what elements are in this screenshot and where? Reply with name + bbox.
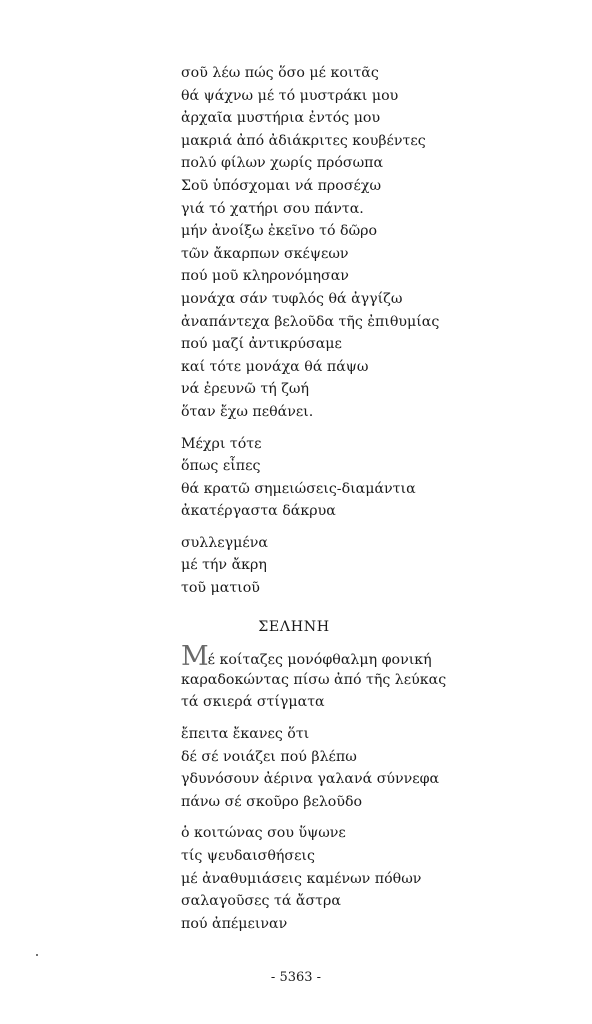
stanza: [181, 433, 561, 523]
verse-line: [181, 641, 561, 673]
verse-line: μονάχα σάν τυφλός θά ἀγγίζω: [181, 290, 403, 307]
verse-line: καραδοκώντας πίσω ἀπό τῆς λεύκας: [181, 671, 447, 688]
verse-line: μέ ἀναθυμιάσεις καμένων πόθων: [181, 870, 422, 887]
verse-line: τίς ψευδαισθήσεις: [181, 848, 315, 864]
verse-line: μακριά ἀπό ἀδιάκριτες κουβέντες: [181, 132, 426, 149]
verse-line: γιά τό χατήρι σου πάντα.: [181, 200, 364, 217]
verse-line: τῶν ἄκαρπων σκέψεων: [181, 245, 349, 262]
verse-line: Σοῦ ὑπόσχομαι νά προσέχω: [181, 177, 382, 194]
verse-line: θά ψάχνω μέ τό μυστράκι μου: [181, 87, 399, 104]
verse-line: ἀκατέργαστα δάκρυα: [181, 503, 336, 520]
verse-line: γδυνόσουν ἀέρινα γαλανά σύννεφα: [181, 771, 440, 788]
verse-line-rest: έ κοίταζες μονόφθαλμη φονική: [207, 652, 432, 669]
verse-line: ὅταν ἔχω πεθάνει.: [181, 403, 314, 420]
page-number: - 5363 -: [270, 970, 322, 985]
verse-line: θά κρατῶ σημειώσεις-διαμάντια: [181, 480, 416, 497]
stanza: [181, 62, 561, 424]
verse-line: ἀρχαῖα μυστήρια ἐντός μου: [181, 110, 381, 127]
verse-line: δέ σέ νοιάζει πού βλέπω: [181, 748, 357, 765]
verse-line: πού ἀπέμειναν: [181, 915, 288, 932]
stanza: [181, 723, 561, 813]
stanza: [181, 532, 561, 600]
verse-line: ἀναπάντεχα βελοῦδα τῆς ἐπιθυμίας: [181, 313, 440, 330]
verse-line: τά σκιερά στίγματα: [181, 694, 325, 711]
verse-line: Μέχρι τότε: [181, 435, 262, 452]
poem-title: ΣΕΛΗΝΗ: [258, 618, 330, 635]
verse-line: καί τότε μονάχα θά πάψω: [181, 358, 369, 375]
verse-line: ὁ κοιτώνας σου ὕψωνε: [181, 825, 346, 842]
verse-line: μέ τήν ἄκρη: [181, 557, 267, 574]
verse-line: ὅπως εἶπες: [181, 458, 261, 475]
verse-line: νά ἐρευνῶ τή ζωή: [181, 381, 309, 398]
verse-line: πού μαζί ἀντικρύσαμε: [181, 336, 342, 353]
scan-speck: [36, 954, 38, 956]
verse-line: σαλαγοῦσες τά ἄστρα: [181, 893, 341, 910]
drop-cap: Μ: [181, 641, 208, 673]
verse-line: πάνω σέ σκοῦρο βελοῦδο: [181, 793, 363, 810]
poem-text: [181, 62, 561, 935]
verse-line: μήν ἀνοίξω ἐκεῖνο τό δῶρο: [181, 223, 378, 240]
verse-line: τοῦ ματιοῦ: [181, 580, 260, 597]
verse-line: συλλεγμένα: [181, 534, 268, 551]
verse-line: σοῦ λέω πώς ὅσο μέ κοιτᾶς: [181, 65, 379, 81]
verse-line: πού μοῦ κληρονόμησαν: [181, 268, 349, 285]
verse-line: ἔπειτα ἔκανες ὅτι: [181, 726, 310, 743]
stanza: [181, 641, 561, 714]
verse-line: πολύ φίλων χωρίς πρόσωπα: [181, 155, 384, 172]
stanza: [181, 822, 561, 935]
